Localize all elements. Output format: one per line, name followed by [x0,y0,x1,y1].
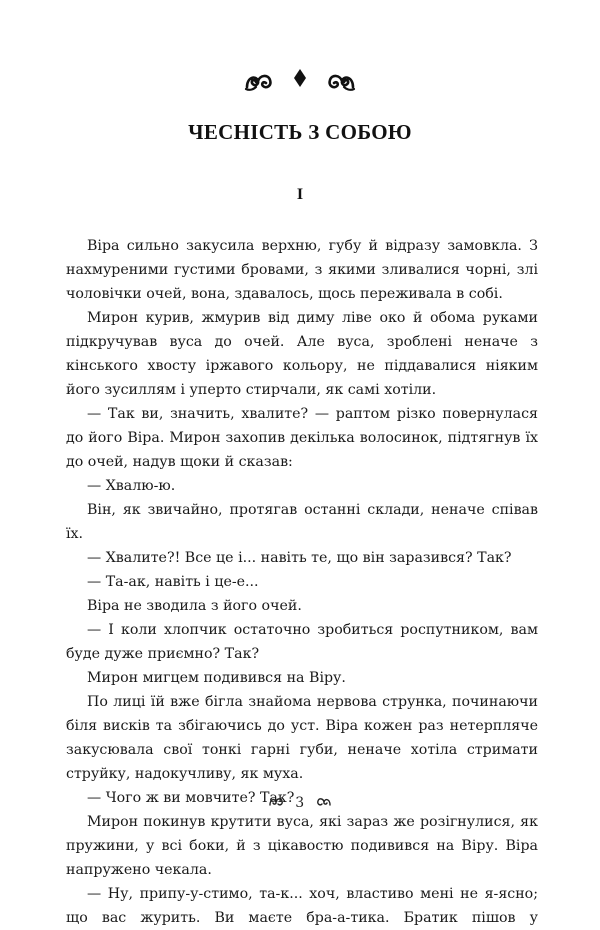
paragraph: Віра не зводила з його очей. [87,598,302,614]
footer-fleuron-right-icon [316,796,332,810]
chapter-number: I [296,186,304,203]
paragraph: — Хвалю-ю. [87,478,176,494]
paragraph: — Та-ак, навіть і це-е... [87,574,259,590]
paragraph: Мирон курив, жмурив від диму ліве око й обома руками підкручував вуса до очей. Але вуса, зроблені неначе з кінського хвосту іржавого кольору, не піддавалися ніяким його зусиллям і уперто стирчали, як самі хотіли. [66,310,538,398]
paragraph: — Ну, припу-у-стимо, та-к... хоч, властиво мені не я-ясно; що вас журить. Ви маєте бра-а-тика. Братик пішов у [66,886,538,926]
paragraph: Мирон покинув крутити вуса, які зараз же розігнулися, як пружини, у всі боки, й з цікавостю подивився на Віру. Віра напружено чекала. [66,814,538,878]
paragraph: — Чого ж ви мовчите? Так? [87,790,295,806]
fleuron-right-icon [326,68,356,96]
paragraph: — Хвалите?! Все це і... навіть те, що він заразився? Так? [87,550,512,566]
paragraph: По лиці їй вже бігла знайома нервова струнка, починаючи біля висків та збігаючись до уст. Віра кожен раз нетерпляче закусювала свої тонкі гарні губи, неначе хотіла стримати струйку, надокучливу, як муха. [66,694,538,782]
paragraph: — І коли хлопчик остаточно зробиться роспутником, вам буде дуже приємно? Так? [66,622,538,662]
title-ornament [0,68,600,96]
footer-fleuron-left-icon [268,796,288,810]
diamond-icon [294,68,306,96]
paragraph: — Так ви, значить, хвалите? — раптом різко повернулася до його Віра. Мирон захопив декілька волосинок, підтягнув їх до очей, надув щоки й сказав: [66,406,538,470]
page-number: 3 [295,795,305,811]
story-body [66,234,538,930]
paragraph: Віра сильно закусила верхню, губу й відразу замовкла. З нахмуреними густими бровами, з якими зливалися чорні, злі чоловічки очей, вона, здавалось, щось переживала в собі. [66,238,538,302]
paragraph: Він, як звичайно, протягав останні склади, неначе співав їх. [66,502,538,542]
paragraph: Мирон мигцем подивився на Віру. [87,670,346,686]
page-footer [0,793,600,813]
story-title: ЧЕСНІСТЬ З СОБОЮ [188,120,412,144]
fleuron-left-icon [244,68,274,96]
